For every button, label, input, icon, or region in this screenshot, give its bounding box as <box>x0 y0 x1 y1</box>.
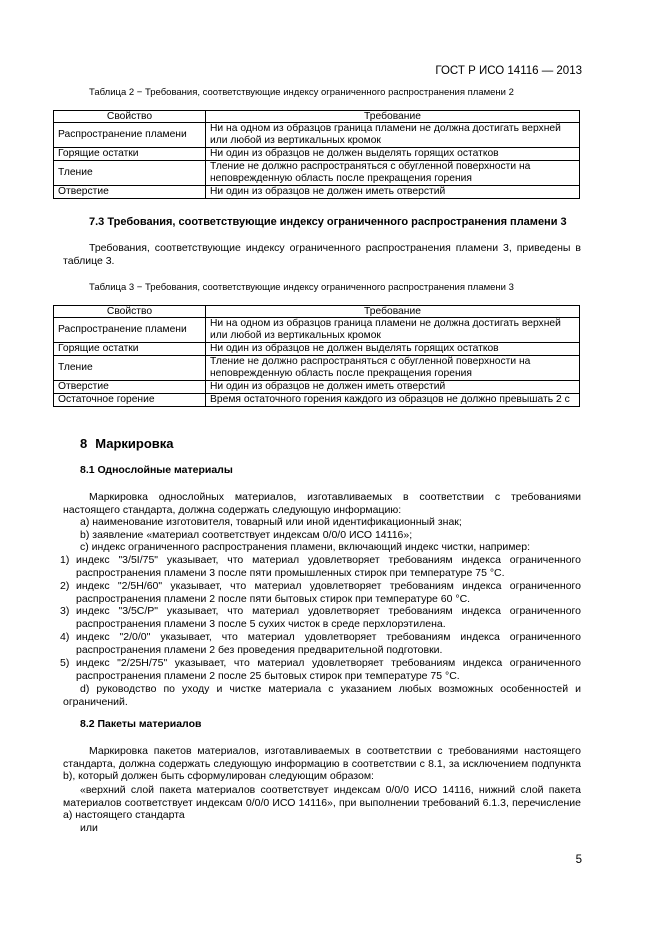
table-cell: Остаточное горение <box>54 394 206 407</box>
table-row <box>54 318 580 343</box>
section-8-2-intro: Маркировка пакетов материалов, изготавливаемых в соответствии с требованиями настоящего стандарта, должна содержать следующую информацию в соответствии с 8.1, за исключением подпункта b), который должен быть сформулирован следующим образом: <box>63 745 581 782</box>
list-item <box>60 657 581 682</box>
list-item-text: индекс "2/0/0" указывает, что материал удовлетворяет требованиям индекса ограниченного распространения пламени 2 без проведения предварительной подготовки. <box>76 631 581 656</box>
table-cell: Отверстие <box>54 186 206 199</box>
section-7-3-text: Требования, соответствующие индексу ограниченного распространения пламени 3, приведены в таблице 3. <box>63 242 581 267</box>
table3-caption: Таблица 3 − Требования, соответствующие индексу ограниченного распространения пламени 3 <box>89 282 514 293</box>
table-cell: Ни на одном из образцов граница пламени не должна достигать верхней или любой из вертикальных кромок <box>206 123 580 148</box>
table-row <box>54 381 580 394</box>
table-row <box>54 123 580 148</box>
list-item <box>60 605 581 630</box>
section-8-1-intro: Маркировка однослойных материалов, изготавливаемых в соответствии с требованиями настоящего стандарта, должна содержать следующую информацию: <box>63 491 581 516</box>
list-item-text: индекс "3/5I/75" указывает, что материал удовлетворяет требованиям индекса ограниченного распространения пламени 3 после пяти промышленных стирок при температуре 75 °С. <box>76 554 581 579</box>
table-cell: Время остаточного горения каждого из образцов не должно превышать 2 с <box>206 394 580 407</box>
table-cell: Ни один из образцов не должен иметь отверстий <box>206 381 580 394</box>
table-cell: Ни один из образцов не должен выделять горящих остатков <box>206 148 580 161</box>
table2-header-property: Свойство <box>54 111 206 123</box>
list-item-text: индекс "2/5H/60" указывает, что материал удовлетворяет требованиям индекса ограниченного распространения пламени 2 после пяти бытовых стирок при температуре 60 °С. <box>76 580 581 605</box>
table-row <box>54 148 580 161</box>
table3-header-requirement: Требование <box>206 306 580 318</box>
table-cell: Распространение пламени <box>54 123 206 148</box>
section-8-title: Маркировка <box>95 436 174 451</box>
list-item-c: c) индекс ограниченного распространения пламени, включающий индекс чистки, например: <box>80 541 531 553</box>
table-row <box>54 161 580 186</box>
section-8-1-heading: 8.1 Однослойные материалы <box>80 464 233 476</box>
section-8-2-or: или <box>80 822 98 834</box>
list-item <box>60 554 581 579</box>
list-item-number: 3) <box>60 605 70 617</box>
table-cell: Тление не должно распространяться с обугленной поверхности на неповрежденную область после прекращения горения <box>206 356 580 381</box>
section-8-heading <box>80 436 174 451</box>
section-7-3-heading: 7.3 Требования, соответствующие индексу ограниченного распространения пламени 3 <box>89 216 567 228</box>
table-row <box>54 394 580 407</box>
section-8-2-quote: «верхний слой пакета материалов соответствует индексам 0/0/0 ИСО 14116, нижний слой пакета материалов соответствует индексам 0/0/0 ИСО 14116», при выполнении требований 6.1.3, перечисление а) настоящего стандарта <box>63 784 581 821</box>
table-cell: Горящие остатки <box>54 148 206 161</box>
table3 <box>53 305 580 407</box>
table-row <box>54 343 580 356</box>
table-row <box>54 186 580 199</box>
table-cell: Отверстие <box>54 381 206 394</box>
list-item-b: b) заявление «материал соответствует индексам 0/0/0 ИСО 14116»; <box>80 529 413 541</box>
table3-header-property: Свойство <box>54 306 206 318</box>
list-item-a: a) наименование изготовителя, товарный или иной идентификационный знак; <box>80 516 462 528</box>
list-item <box>60 580 581 605</box>
table-row <box>54 356 580 381</box>
list-item-number: 5) <box>60 657 70 669</box>
list-item-number: 4) <box>60 631 70 643</box>
page-number: 5 <box>575 854 582 866</box>
table2 <box>53 110 580 199</box>
table-cell: Ни один из образцов не должен выделять горящих остатков <box>206 343 580 356</box>
table-cell: Ни один из образцов не должен иметь отверстий <box>206 186 580 199</box>
table-cell: Тление <box>54 356 206 381</box>
list-item-text: индекс "2/25H/75" указывает, что материал удовлетворяет требованиям индекса ограниченного распространения пламени 2 после 25 бытовых стирок при температуре 75 °С. <box>76 657 581 682</box>
table2-caption: Таблица 2 − Требования, соответствующие индексу ограниченного распространения пламени 2 <box>89 87 514 98</box>
document-id: ГОСТ Р ИСО 14116 — 2013 <box>435 65 582 77</box>
table-cell: Тление <box>54 161 206 186</box>
list-item-d: d) руководство по уходу и чистке материала с указанием любых возможных особенностей и ограничений. <box>63 683 581 708</box>
section-8-2-heading: 8.2 Пакеты материалов <box>80 718 202 730</box>
list-item-number: 1) <box>60 554 70 566</box>
table-cell: Горящие остатки <box>54 343 206 356</box>
table-cell: Ни на одном из образцов граница пламени не должна достигать верхней или любой из вертикальных кромок <box>206 318 580 343</box>
list-item <box>60 631 581 656</box>
list-item-number: 2) <box>60 580 70 592</box>
list-item-text: индекс "3/5C/P" указывает, что материал удовлетворяет требованиям индекса ограниченного распространения пламени 3 после 5 сухих чисток в среде перхлорэтилена. <box>76 605 581 630</box>
table-cell: Тление не должно распространяться с обугленной поверхности на неповрежденную область после прекращения горения <box>206 161 580 186</box>
table-cell: Распространение пламени <box>54 318 206 343</box>
section-8-number: 8 <box>80 436 88 451</box>
table2-header-requirement: Требование <box>206 111 580 123</box>
